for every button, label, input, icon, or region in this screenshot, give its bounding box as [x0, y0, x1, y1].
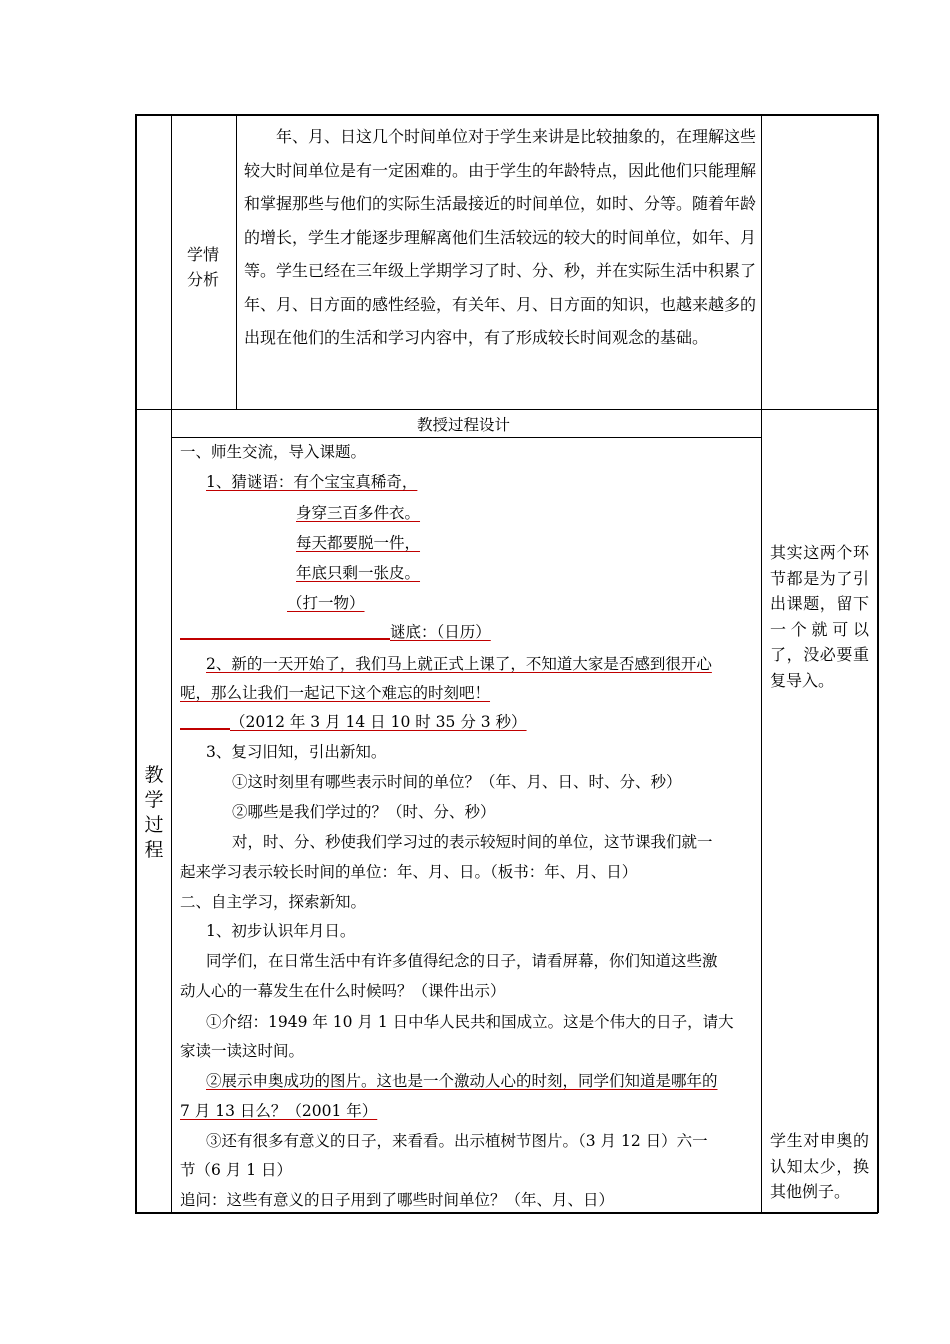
- explain-line-2: 起来学习表示较长时间的单位：年、月、日。（板书：年、月、日）: [180, 863, 638, 881]
- table-left-border: [135, 114, 137, 1213]
- column-divider-1: [171, 114, 172, 1213]
- table-bottom-border: [135, 1212, 878, 1214]
- example-3-line-2: 节（6 月 1 日）: [180, 1161, 293, 1179]
- comment-2: 学生对申奥的认知太少，换其他例子。: [770, 1131, 869, 1201]
- intro-line-1: 同学们，在日常生活中有许多值得纪念的日子，请看屏幕，你们知道这些激: [206, 952, 718, 970]
- question-1: ①这时刻里有哪些表示时间的单位？（年、月、日、时、分、秒）: [232, 773, 682, 791]
- item-2-line-2: 呢，那么让我们一起记下这个难忘的时刻吧！: [180, 684, 491, 702]
- column-divider-2: [236, 114, 237, 410]
- section-2-title: 二、自主学习，探索新知。: [180, 893, 367, 911]
- follow-up-question: 追问：这些有意义的日子用到了哪些时间单位？（年、月、日）: [180, 1191, 615, 1209]
- example-2-line-1: ②展示申奥成功的图片。这也是一个激动人心的时刻，同学们知道是哪年的: [206, 1072, 718, 1090]
- revision-line: [180, 728, 230, 730]
- section-1-title: 一、师生交流，导入课题。: [180, 443, 367, 461]
- riddle-answer: 谜底：（日历）: [390, 623, 491, 641]
- riddle-line-2: 身穿三百多件衣。: [296, 504, 421, 522]
- explain-line-1: 对，时、分、秒使我们学习过的表示较短时间的单位，这节课我们就一: [232, 833, 713, 851]
- item-3: 3、复习旧知，引出新知。: [206, 743, 387, 761]
- xueqing-analysis-text: 年、月、日这几个时间单位对于学生来讲是比较抽象的，在理解这些较大时间单位是有一定困难的。由于学生的年龄特点，因此他们只能理解和掌握那些与他们的实际生活最接近的时间单位，如时、分等。随着年龄的增长，学生才能逐步理解离他们生活较远的较大的时间单位，如年、月等。学生已经在三年级上学期学习了时、分、秒，并在实际生活中积累了年、月、日方面的感性经验，有关年、月、日方面的知识，也越来越多的出现在他们的生活和学习内容中，有了形成较长时间观念的基础。: [244, 127, 757, 347]
- riddle-hint: （打一物）: [287, 594, 365, 612]
- revision-line: [180, 638, 390, 640]
- intro-line-2: 动人心的一幕发生在什么时候吗？（课件出示）: [180, 982, 506, 1000]
- process-header: 教授过程设计: [417, 416, 511, 434]
- header-divider: [171, 437, 762, 438]
- riddle-line-4: 年底只剩一张皮。: [296, 564, 421, 582]
- item-2-line-1: 2、新的一天开始了，我们马上就正式上课了，不知道大家是否感到很开心: [206, 655, 712, 673]
- table-right-border: [877, 114, 879, 1213]
- riddle-line-1: 1、猜谜语：有个宝宝真稀奇，: [206, 473, 418, 491]
- xueqing-label: 学情分析: [186, 245, 219, 289]
- example-1-line-2: 家读一读这时间。: [180, 1042, 305, 1060]
- example-2-line-2: 7 月 13 日么？（2001 年）: [180, 1102, 378, 1120]
- sub-item-1: 1、初步认识年月日。: [206, 922, 356, 940]
- comment-1: 其实这两个环节都是为了引出课题，留下一个就可以了，没必要重复导入。: [770, 543, 869, 690]
- example-3-line-1: ③还有很多有意义的日子，来看看。出示植树节图片。（3 月 12 日）六一: [206, 1132, 708, 1150]
- row-divider-1: [135, 409, 878, 410]
- riddle-line-3: 每天都要脱一件，: [296, 534, 421, 552]
- column-divider-3: [761, 114, 762, 1213]
- question-2: ②哪些是我们学过的？（时、分、秒）: [232, 803, 496, 821]
- table-top-border: [135, 114, 878, 116]
- example-1-line-1: ①介绍：1949 年 10 月 1 日中华人民共和国成立。这是个伟大的日子，请大: [206, 1013, 734, 1031]
- jiaoxue-label: 教学过程: [144, 764, 164, 861]
- current-time: （2012 年 3 月 14 日 10 时 35 分 3 秒）: [230, 713, 527, 731]
